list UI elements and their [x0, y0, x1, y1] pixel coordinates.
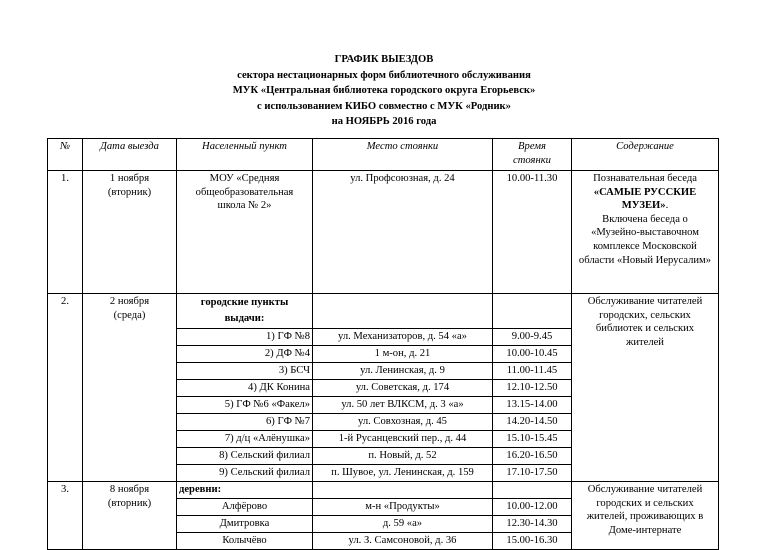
stop-place: Колычёво — [177, 533, 313, 550]
stop-address: ул. З. Самсоновой, д. 36 — [313, 533, 493, 550]
stop-place: 8) Сельский филиал — [177, 448, 313, 465]
table-header-row — [48, 139, 719, 171]
row-date: 1 ноября (вторник) — [83, 171, 177, 294]
stop-address: ул. Ленинская, д. 9 — [313, 363, 493, 380]
stop-place: 1) ГФ №8 — [177, 329, 313, 346]
row-date: 8 ноября (вторник) — [83, 482, 177, 550]
stop-time: 13.15-14.00 — [493, 397, 572, 414]
stop-place: 5) ГФ №6 «Факел» — [177, 397, 313, 414]
header-subtitle-1: сектора нестационарных форм библиотечного обслуживания — [237, 69, 531, 81]
row-stop: ул. Профсоюзная, д. 24 — [313, 171, 493, 294]
group-label: городские пункты выдачи: — [177, 294, 313, 329]
row-content: Обслуживание читателей городских и сельских жителей, проживающих в Доме-интернате — [572, 482, 719, 550]
col-header-date: Дата выезда — [83, 139, 177, 171]
row-date: 2 ноября (среда) — [83, 294, 177, 482]
stop-address: ул. Совхозная, д. 45 — [313, 414, 493, 431]
stop-address: ул. Советская, д. 174 — [313, 380, 493, 397]
col-header-num: № — [48, 139, 83, 171]
stop-time: 17.10-17.50 — [493, 465, 572, 482]
stop-place: 2) ДФ №4 — [177, 346, 313, 363]
group-label: деревни: — [177, 482, 313, 499]
header-subtitle-4: на НОЯБРЬ 2016 года — [331, 116, 437, 127]
stop-time: 10.00-10.45 — [493, 346, 572, 363]
stop-time: 11.00-11.45 — [493, 363, 572, 380]
schedule-table — [47, 138, 719, 550]
col-header-stop: Место стоянки — [313, 139, 493, 171]
stop-place: 9) Сельский филиал — [177, 465, 313, 482]
stop-address: ул. 50 лет ВЛКСМ, д. 3 «а» — [313, 397, 493, 414]
row-number: 2. — [48, 294, 83, 482]
document-title: ГРАФИК ВЫЕЗДОВ — [334, 54, 434, 65]
stop-address: 1 м-он, д. 21 — [313, 346, 493, 363]
stop-place: 7) д/ц «Алёнушка» — [177, 431, 313, 448]
row-place: МОУ «Средняя общеобразовательная школа № 2» — [177, 171, 313, 294]
row-content: Обслуживание читателей городских, сельских библиотек и сельских жителей — [572, 294, 719, 482]
stop-place: 6) ГФ №7 — [177, 414, 313, 431]
row-content: Познавательная беседа «САМЫЕ РУССКИЕ МУЗЕИ». Включена беседа о «Музейно-выставочном комплексе Московской области «Новый Иерусалим» — [572, 171, 719, 294]
row-time: 10.00-11.30 — [493, 171, 572, 294]
table-row — [48, 171, 719, 294]
table-row — [48, 294, 719, 329]
row-number: 3. — [48, 482, 83, 550]
stop-time: 14.20-14.50 — [493, 414, 572, 431]
col-header-time: Время стоянки — [493, 139, 572, 171]
stop-time: 9.00-9.45 — [493, 329, 572, 346]
stop-time: 15.00-16.30 — [493, 533, 572, 550]
document-header — [0, 52, 768, 130]
header-subtitle-3: с использованием КИБО совместно с МУК «Родник» — [257, 100, 511, 112]
stop-address: ул. Механизаторов, д. 54 «а» — [313, 329, 493, 346]
stop-address: п. Новый, д. 52 — [313, 448, 493, 465]
row-number: 1. — [48, 171, 83, 294]
col-header-content: Содержание — [572, 139, 719, 171]
stop-place: 4) ДК Конина — [177, 380, 313, 397]
stop-time: 10.00-12.00 — [493, 499, 572, 516]
stop-place: 3) БСЧ — [177, 363, 313, 380]
stop-address: д. 59 «а» — [313, 516, 493, 533]
stop-place: Дмитровка — [177, 516, 313, 533]
stop-time: 12.30-14.30 — [493, 516, 572, 533]
stop-time: 12.10-12.50 — [493, 380, 572, 397]
table-row — [48, 482, 719, 499]
stop-place: Алфёрово — [177, 499, 313, 516]
stop-address: м-н «Продукты» — [313, 499, 493, 516]
stop-address: 1-й Русанцевский пер., д. 44 — [313, 431, 493, 448]
col-header-place: Населенный пункт — [177, 139, 313, 171]
stop-address: п. Шувое, ул. Ленинская, д. 159 — [313, 465, 493, 482]
stop-time: 15.10-15.45 — [493, 431, 572, 448]
stop-time: 16.20-16.50 — [493, 448, 572, 465]
header-subtitle-2: МУК «Центральная библиотека городского округа Егорьевск» — [232, 85, 536, 96]
